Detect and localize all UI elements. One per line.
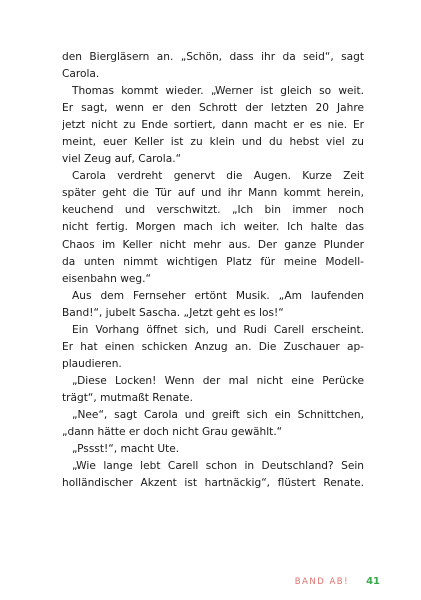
text-line: holländischer Akzent ist hartnäckig“, flüstert Renate. [62,477,364,490]
text-line: viel Zeug auf, Carola.“ [62,153,182,166]
text-line: da unten nimmt wichtigen Platz für meine Modell- [62,255,364,268]
text-line: jetzt nicht zu Ende sortiert, dann macht er es nie. Er [62,119,364,132]
text-line: „Diese Locken! Wenn der mal nicht eine Perücke [72,374,364,387]
page-number: 41 [366,576,380,587]
text-line: Er hat einen schicken Anzug an. Die Zuschauer ap- [62,340,364,353]
text-line: trägt“, mutmaßt Renate. [62,391,193,404]
text-line: später geht die Tür auf und ihr Mann kommt herein, [62,187,364,200]
text-line: „Pssst!“, macht Ute. [72,443,180,456]
text-line: Carola verdreht genervt die Augen. Kurze Zeit [72,170,364,183]
running-head: BAND AB! [294,577,349,587]
text-line: Carola. [62,68,100,81]
text-line: „dann hätte er doch nicht Grau gewählt.“ [62,426,283,439]
text-line: Chaos im Keller nicht mehr aus. Der ganze Plunder [62,238,364,251]
text-line: nicht fertig. Morgen mach ich weiter. Ich halte das [62,221,364,234]
text-line: Ein Vorhang öffnet sich, und Rudi Carell erscheint. [72,323,364,336]
text-line: Er sagt, wenn er den Schrott der letzten 20 Jahre [62,102,364,115]
page-footer [0,575,380,589]
text-line: Band!“, jubelt Sascha. „Jetzt geht es los!“ [62,306,284,319]
text-line: Thomas kommt wieder. „Werner ist gleich so weit. [72,85,364,98]
text-line: Aus dem Fernseher ertönt Musik. „Am laufenden [72,289,364,302]
text-line: „Wie lange lebt Carell schon in Deutschland? Sein [72,460,364,473]
text-line: meint, euer Keller ist zu klein und du hebst viel zu [62,136,364,149]
text-line: keuchend und verschwitzt. „Ich bin immer noch [62,204,364,217]
text-line: „Nee“, sagt Carola und greift sich ein Schnittchen, [72,408,364,421]
body-text [62,49,364,492]
text-line: plaudieren. [62,357,122,370]
text-line: eisenbahn weg.“ [62,272,151,285]
text-line: den Biergläsern an. „Schön, dass ihr da seid“, sagt [62,51,364,63]
